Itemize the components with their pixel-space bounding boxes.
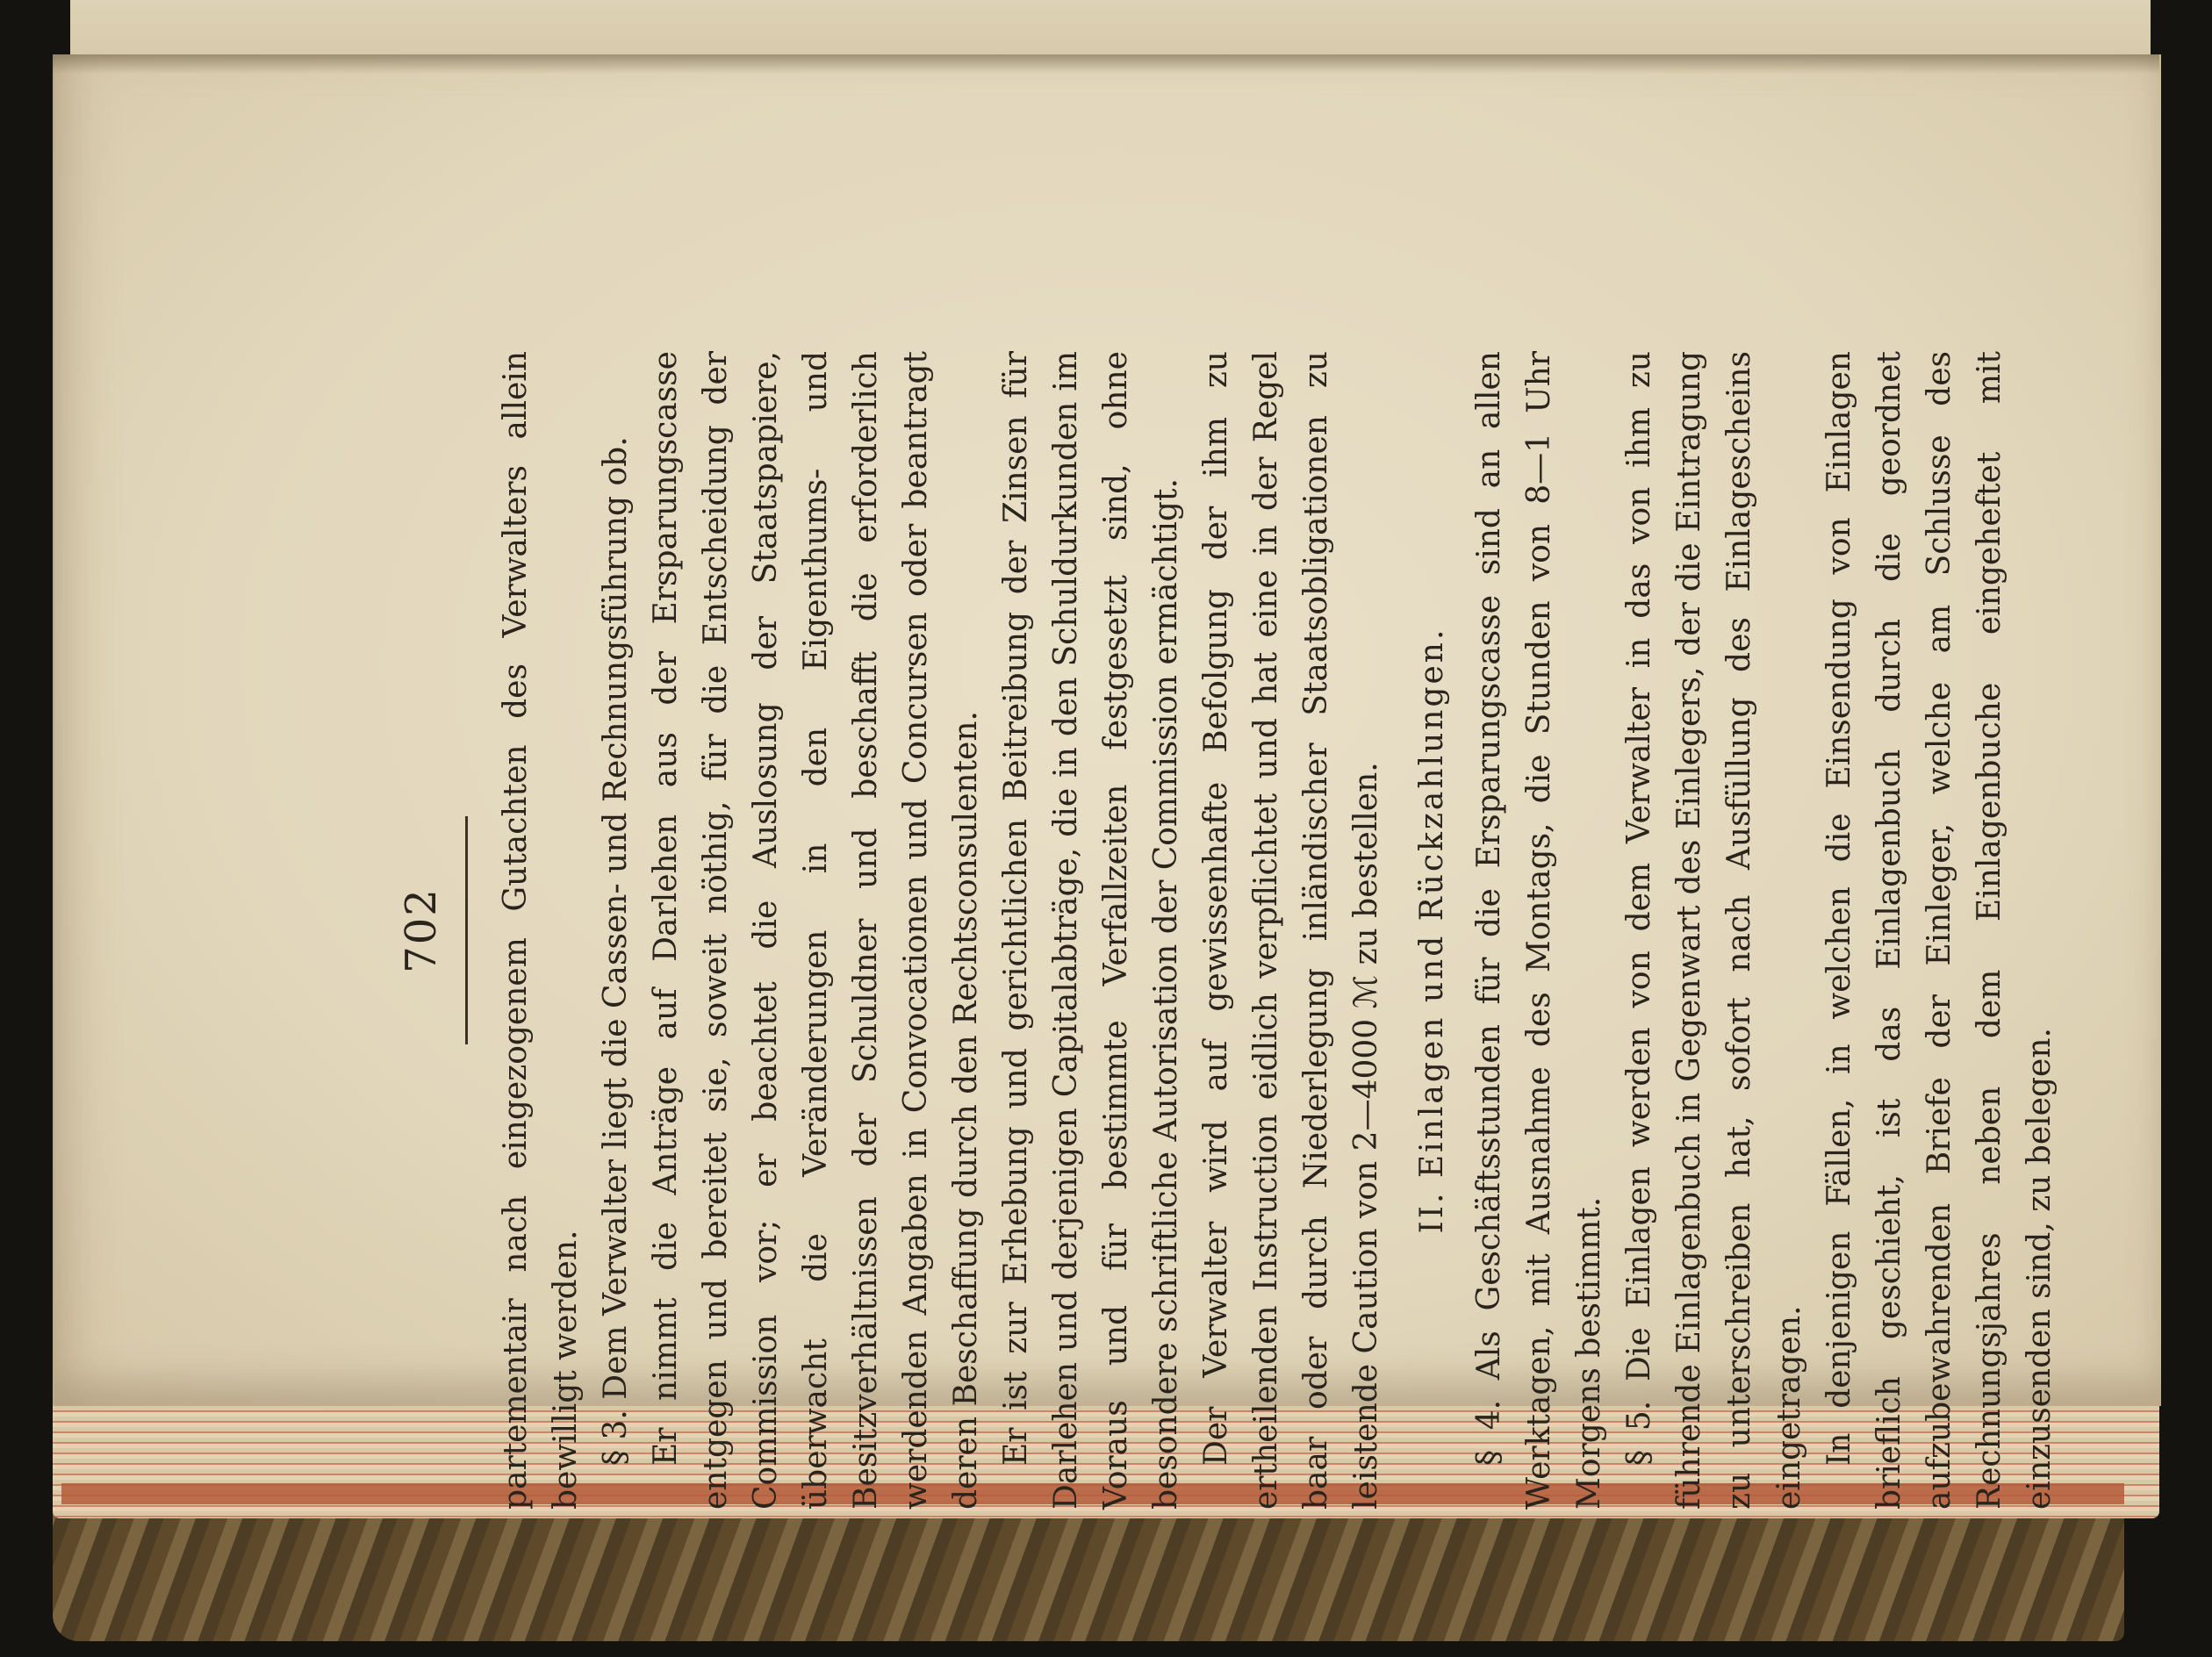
paragraph: partementair nach eingezogenem Gutachten des Verwalters allein bewilligt werden. [498,351,584,1510]
paragraph: Er ist zur Erhebung und gerichtlichen Beitreibung der Zinsen für Darlehen und derjenigen Capitalabträge, die in den Schuldurkunden im Voraus und für bestimmte Verfallzeiten festgesetzt sind, ohne besondere schriftliche Autorisation der Commission ermächtigt. [998,351,1184,1510]
page-number-rule [465,816,468,1044]
page-number: 702 [397,887,446,973]
paragraph-section-3: § 3. Dem Verwalter liegt die Cassen- und Rechnungsführung ob. [598,436,634,1466]
page-text [395,351,2058,1510]
paragraph: In denjenigen Fällen, in welchen die Einsendung von Einlagen brieflich geschieht, ist das Einlagenbuch durch die geordnet aufzubewahrenden Briefe der Einleger, welche am Schlusse des Rechnungsjahres neben dem Einlagenbuche eingeheftet mit einzusenden sind, zu belegen. [1821,351,2058,1510]
paragraph: Er nimmt die Anträge auf Darlehen aus der Ersparungscasse entgegen und bereitet sie, soweit nöthig, für die Entscheidung der Commission vor; er beachtet die Auslosung der Staatspapiere, überwacht die Veränderungen in den Eigenthums- und Besitzverhältnissen der Schuldner und beschafft die erforderlich werdenden Angaben in Convocationen und Concursen oder beantragt deren Beschaffung durch den Rechtsconsulenten. [648,351,984,1510]
paragraph: Der Verwalter wird auf gewissenhafte Befolgung der ihm zu ertheilenden Instruction eidlich verpflichtet und hat eine in der Regel baar oder durch Niederlegung inländischer Staatsobligationen zu leistende Caution von 2—4000 ℳ zu bestellen. [1198,351,1384,1510]
section-heading: II. Einlagen und Rückzahlungen. [1414,627,1450,1234]
paragraph-section-4: § 4. Als Geschäftsstunden für die Ersparungscasse sind an allen Werktagen, mit Ausnahme des Montags, die Stunden von 8—1 Uhr Morgens bestimmt. [1471,351,1607,1510]
page-gutter [53,54,2159,74]
paragraph-section-5: § 5. Die Einlagen werden von dem Verwalter in das von ihm zu führende Einlagenbuch in Gegenwart des Einlegers, der die Eintragung zu unterschreiben hat, sofort nach Ausfüllung des Einlagescheins eingetragen. [1621,351,1807,1510]
